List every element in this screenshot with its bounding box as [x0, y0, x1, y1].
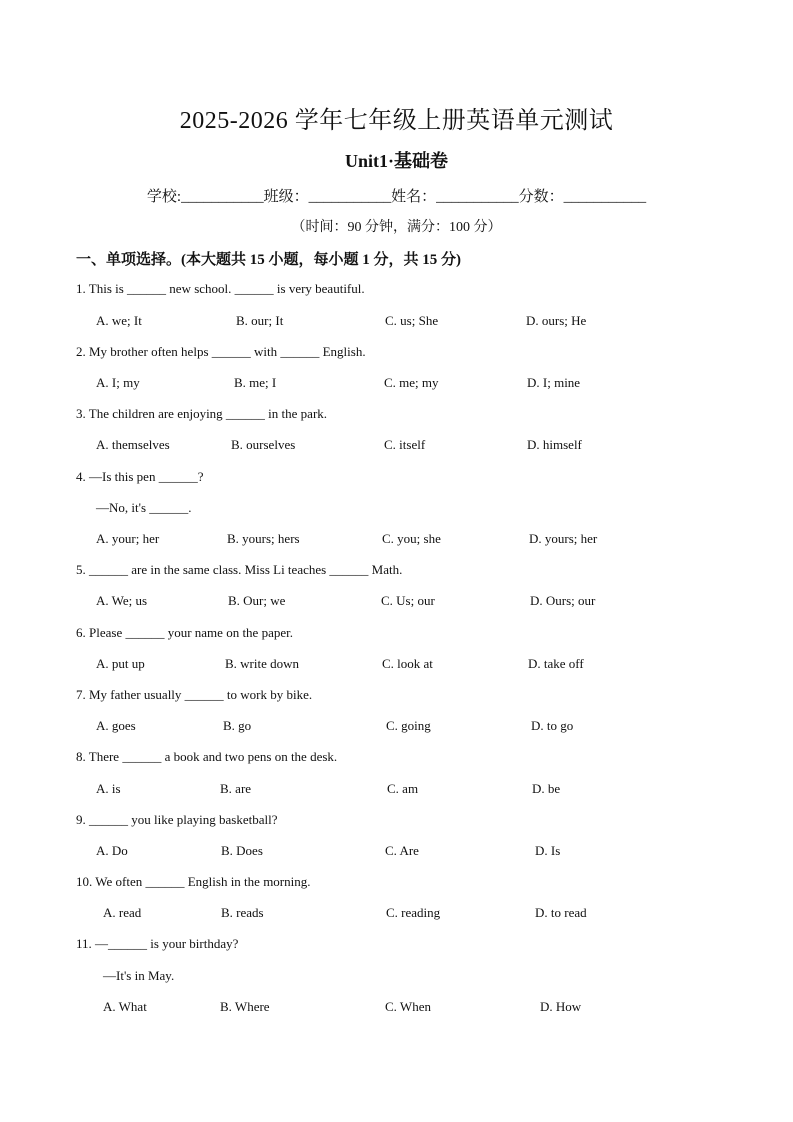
option-d: D. be — [532, 781, 561, 796]
option-d: D. Is — [535, 843, 561, 858]
option-b: B. yours; hers — [227, 531, 300, 546]
option-a: A. themselves — [96, 437, 170, 452]
option-b: B. Our; we — [228, 593, 286, 608]
question-stem: 9. ______ you like playing basketball? — [76, 812, 278, 827]
option-d: D. ours; He — [526, 313, 587, 328]
option-c: C. reading — [386, 905, 441, 920]
option-d: D. to go — [531, 718, 574, 733]
option-c: C. us; She — [385, 313, 439, 328]
option-a: A. I; my — [96, 375, 140, 390]
question-stem: 1. This is ______ new school. ______ is very beautiful. — [76, 281, 365, 296]
student-info-line: 学校:___________班级：___________姓名：___________分数：___________ — [146, 189, 647, 205]
option-d: D. take off — [528, 656, 584, 671]
question-stem: 5. ______ are in the same class. Miss Li teaches ______ Math. — [76, 562, 403, 577]
option-c: C. Us; our — [381, 593, 435, 608]
question-dialogue-reply: —No, it's ______. — [96, 500, 192, 515]
option-b: B. our; It — [236, 313, 284, 328]
option-b: B. me; I — [234, 375, 277, 390]
question-stem: 10. We often ______ English in the morning. — [76, 874, 311, 889]
exam-subtitle: Unit1·基础卷 — [344, 151, 448, 171]
option-a: A. goes — [96, 718, 136, 733]
option-d: D. yours; her — [529, 531, 598, 546]
exam-title: 2025-2026 学年七年级上册英语单元测试 — [179, 108, 614, 134]
option-a: A. your; her — [96, 531, 160, 546]
option-d: D. Ours; our — [530, 593, 596, 608]
option-c: C. When — [385, 999, 431, 1014]
question-stem: 7. My father usually ______ to work by bike. — [76, 687, 313, 702]
option-c: C. look at — [382, 656, 433, 671]
question-stem: 3. The children are enjoying ______ in the park. — [76, 406, 328, 421]
question-dialogue-reply: —It's in May. — [103, 968, 175, 983]
question-stem: 2. My brother often helps ______ with ______ English. — [76, 344, 366, 359]
section-heading: 一、单项选择。(本大题共 15 小题，每小题 1 分，共 15 分) — [76, 252, 461, 268]
option-d: D. to read — [535, 905, 587, 920]
option-b: B. Where — [220, 999, 270, 1014]
option-c: C. you; she — [382, 531, 441, 546]
option-b: B. ourselves — [231, 437, 296, 452]
option-a: A. put up — [96, 656, 145, 671]
option-b: B. are — [220, 781, 252, 796]
option-c: C. itself — [384, 437, 426, 452]
question-stem: 6. Please ______ your name on the paper. — [76, 625, 293, 640]
option-c: C. Are — [385, 843, 419, 858]
question-stem: 11. —______ is your birthday? — [76, 936, 239, 951]
time-score-line: （时间：90 分钟，满分：100 分） — [291, 220, 502, 235]
option-b: B. reads — [221, 905, 264, 920]
option-b: B. Does — [221, 843, 263, 858]
option-a: A. We; us — [96, 593, 148, 608]
option-a: A. Do — [96, 843, 128, 858]
option-c: C. going — [386, 718, 431, 733]
question-stem: 8. There ______ a book and two pens on the desk. — [76, 749, 338, 764]
option-a: A. What — [103, 999, 147, 1014]
option-a: A. we; It — [96, 313, 142, 328]
question-stem: 4. —Is this pen ______? — [76, 469, 204, 484]
option-d: D. himself — [527, 437, 582, 452]
option-d: D. How — [540, 999, 582, 1014]
option-b: B. write down — [225, 656, 300, 671]
option-d: D. I; mine — [527, 375, 581, 390]
option-c: C. am — [387, 781, 419, 796]
option-c: C. me; my — [384, 375, 439, 390]
option-b: B. go — [223, 718, 252, 733]
option-a: A. read — [103, 905, 142, 920]
option-a: A. is — [96, 781, 121, 796]
